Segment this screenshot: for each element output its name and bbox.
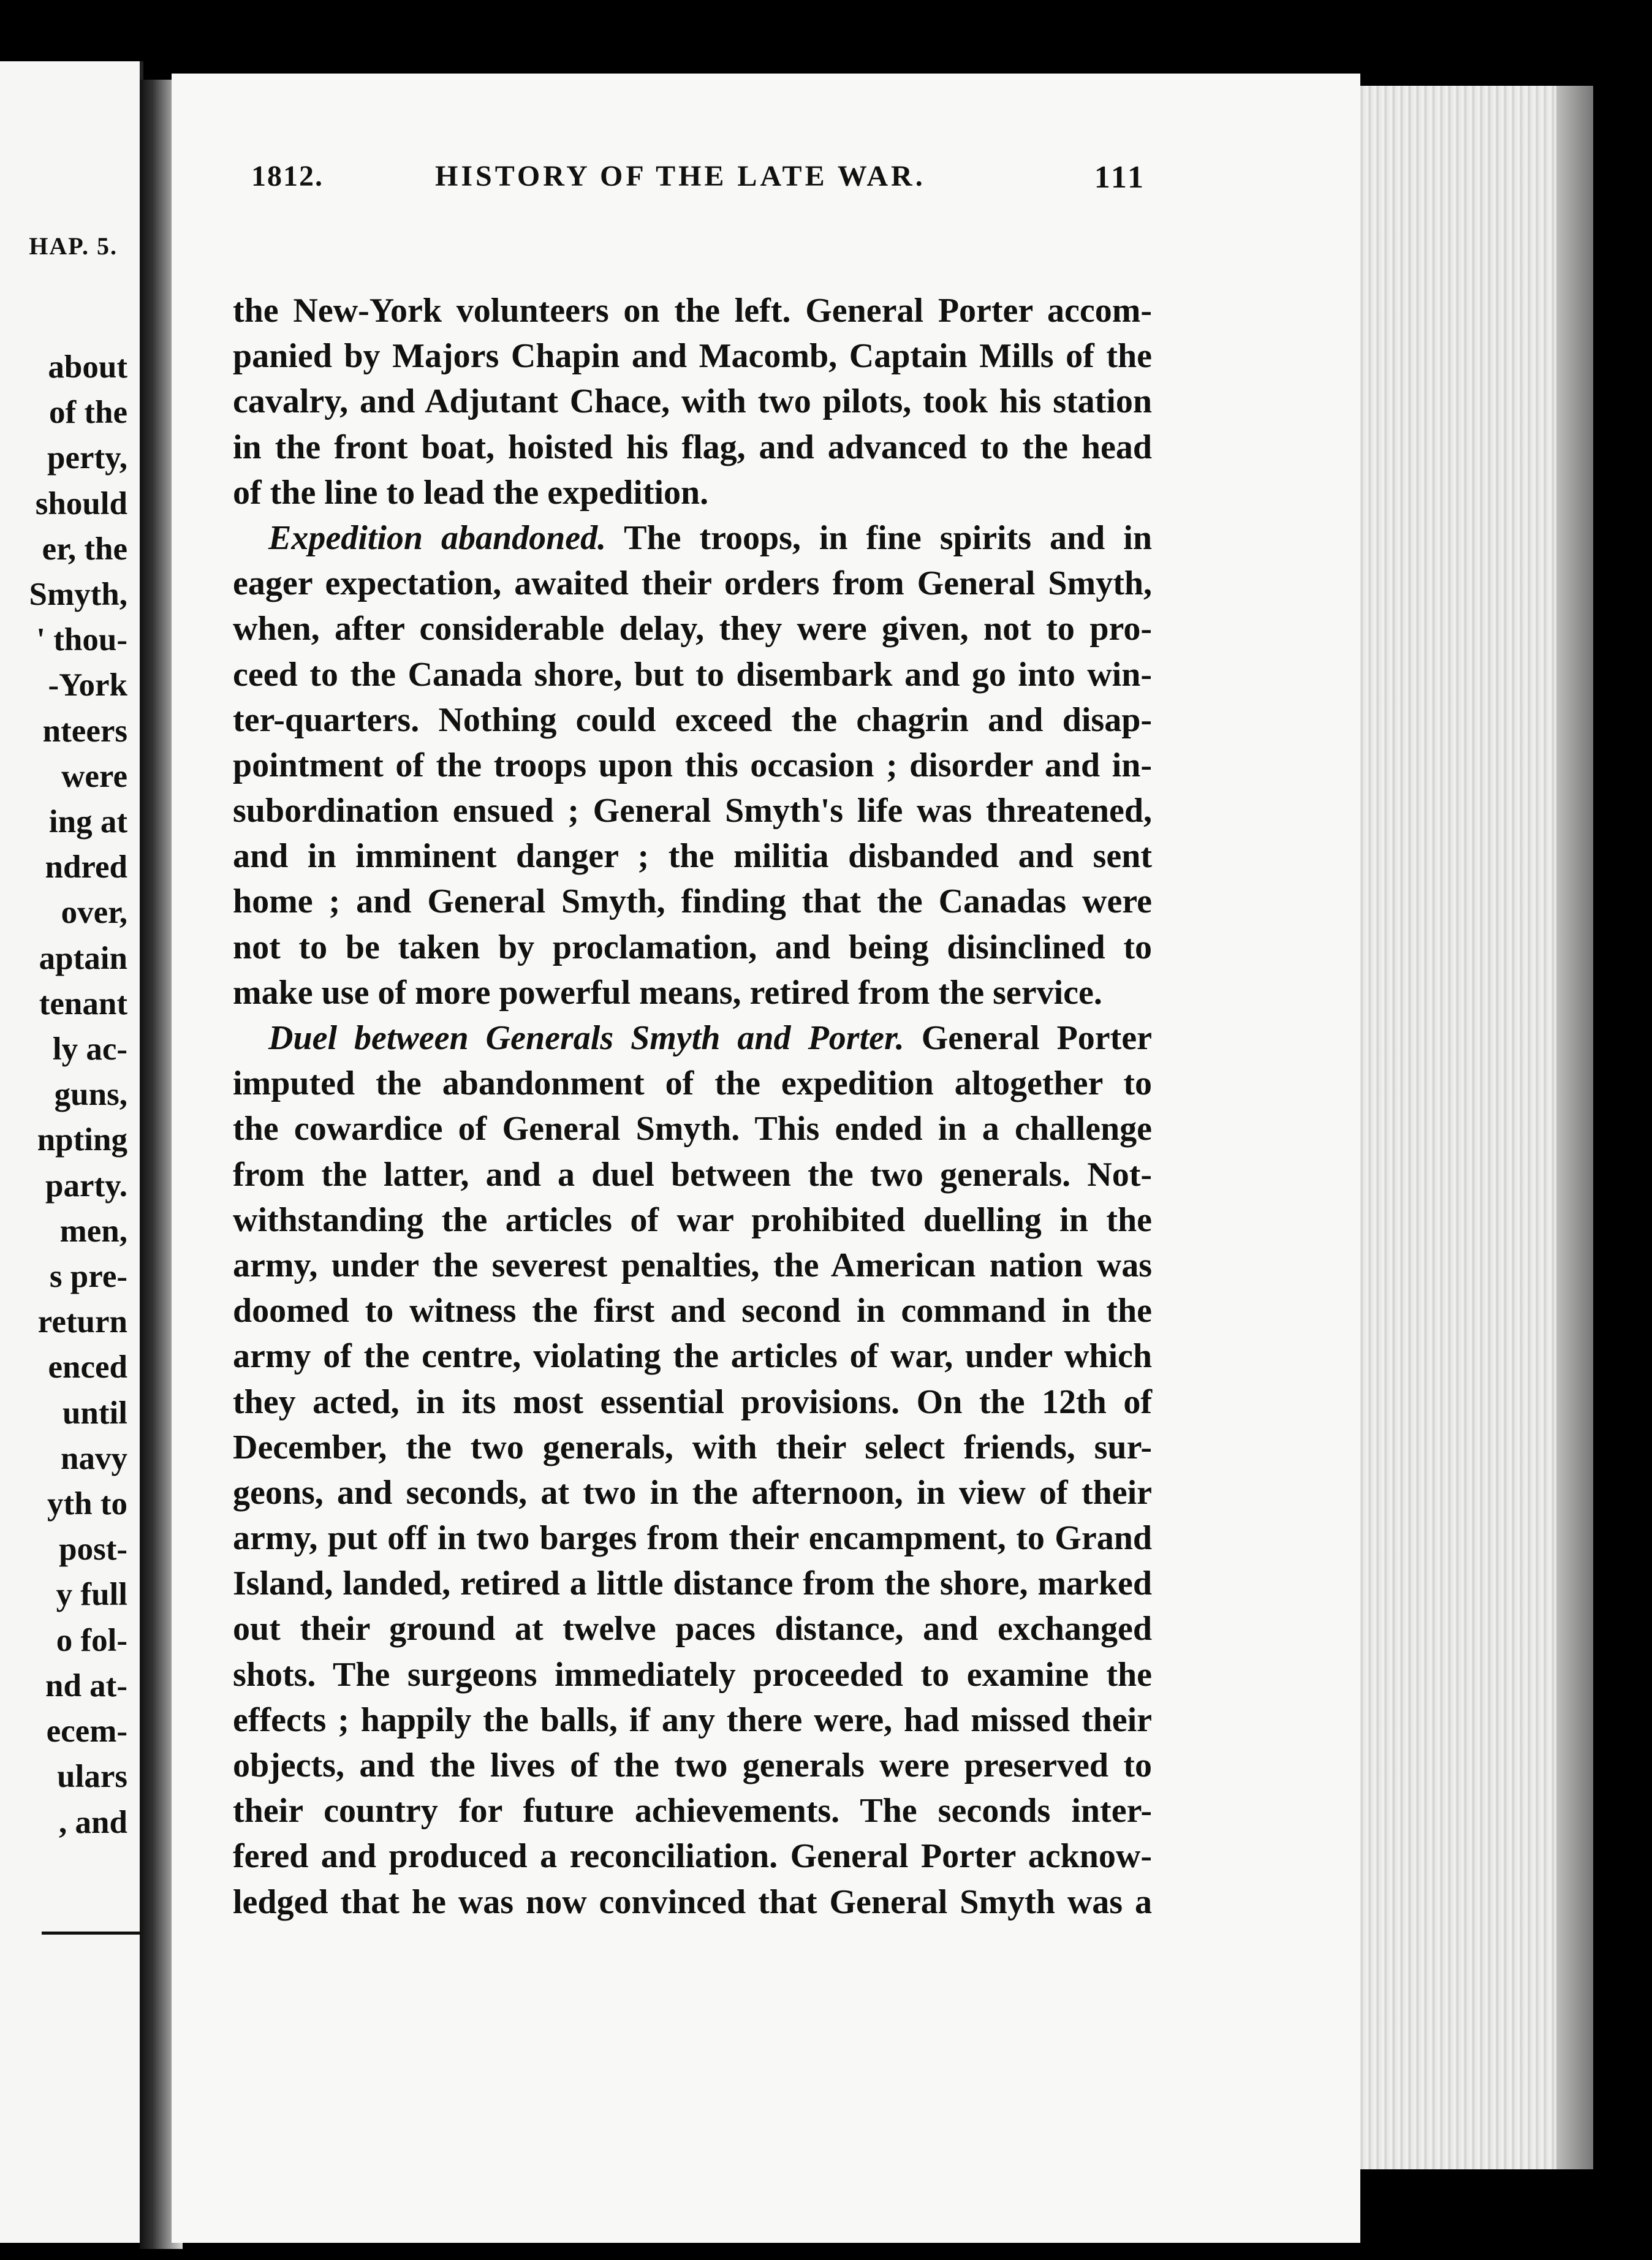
paragraph-first-line	[233, 1015, 1152, 1061]
previous-page-line: Smyth,	[29, 577, 127, 613]
text-line: their country for future achievements. The seconds inter-	[233, 1792, 1152, 1830]
previous-page-line: men,	[59, 1213, 127, 1249]
text-line: the cowardice of General Smyth. This ended in a challenge	[233, 1110, 1152, 1148]
text-line: home ; and General Smyth, finding that the Canadas were	[233, 882, 1152, 921]
text-line: effects ; happily the balls, if any there were, had missed their	[233, 1701, 1152, 1739]
previous-page-line: aptain	[39, 940, 127, 976]
side-heading: Duel between Generals Smyth and Porter.	[268, 1019, 904, 1057]
paragraph-first-line-text: General Porter	[921, 1019, 1153, 1057]
previous-page-line: until	[62, 1395, 127, 1431]
previous-page-line: tenant	[39, 985, 127, 1022]
previous-page-line: ing at	[48, 804, 127, 840]
previous-page-line: ulars	[57, 1759, 127, 1795]
text-line: Island, landed, retired a little distance from the shore, marked	[233, 1564, 1152, 1603]
page-number: 111	[1094, 160, 1146, 195]
paragraph-first-line	[233, 515, 1152, 561]
previous-page-line: npting	[37, 1122, 127, 1158]
text-line: shots. The surgeons immediately proceeded to examine the	[233, 1655, 1152, 1694]
text-line: objects, and the lives of the two generals were preserved to	[233, 1746, 1152, 1784]
previous-page-line: -York	[48, 667, 127, 703]
previous-page-line: y full	[56, 1577, 127, 1613]
text-line: ledged that he was now convinced that General Smyth was a	[233, 1883, 1152, 1921]
text-line: doomed to witness the first and second in command in the	[233, 1292, 1152, 1330]
text-line: geons, and seconds, at two in the afternoon, in view of their	[233, 1473, 1152, 1512]
previous-page-line: yth to	[47, 1486, 127, 1522]
previous-page-line: , and	[59, 1804, 127, 1840]
text-line: cavalry, and Adjutant Chace, with two pilots, took his station	[233, 382, 1152, 421]
text-line: army, under the severest penalties, the American nation was	[233, 1246, 1152, 1284]
text-line: army, put off in two barges from their encampment, to Grand	[233, 1519, 1152, 1558]
previous-page-line: navy	[61, 1440, 127, 1476]
text-line: when, after considerable delay, they were given, not to pro-	[233, 610, 1152, 648]
running-head-title: HISTORY OF THE LATE WAR.	[435, 160, 926, 192]
previous-page-line: ly ac-	[52, 1031, 127, 1067]
previous-page-rule	[42, 1932, 140, 1935]
previous-page-line: ndred	[45, 849, 127, 885]
previous-page-text	[0, 344, 127, 1845]
paragraph-first-line-text: The troops, in fine spirits and in	[624, 518, 1152, 557]
previous-page-line: were	[61, 758, 127, 794]
text-line: subordination ensued ; General Smyth's life was threatened,	[233, 792, 1152, 830]
previous-page-line: guns,	[54, 1077, 127, 1113]
previous-page-line: about	[48, 349, 127, 385]
text-line: make use of more powerful means, retired from the service.	[233, 973, 1102, 1012]
text-line: the New-York volunteers on the left. General Porter accom-	[233, 292, 1152, 330]
previous-page-line: of the	[48, 395, 127, 431]
text-line: from the latter, and a duel between the two generals. Not-	[233, 1155, 1152, 1194]
text-line: pointment of the troops upon this occasion ; disorder and in-	[233, 746, 1152, 784]
text-line: not to be taken by proclamation, and being disinclined to	[233, 928, 1152, 966]
page-block-edges	[1348, 86, 1593, 2169]
text-line: they acted, in its most essential provisions. On the 12th of	[233, 1382, 1152, 1421]
text-line: ceed to the Canada shore, but to disembark and go into win-	[233, 655, 1152, 694]
previous-page-line: enced	[48, 1349, 127, 1386]
text-line: army of the centre, violating the articles of war, under which	[233, 1337, 1152, 1376]
running-head	[251, 153, 1146, 202]
side-heading: Expedition abandoned.	[268, 518, 607, 557]
previous-page-line: o fol-	[56, 1622, 127, 1658]
previous-page-line: ecem-	[46, 1713, 127, 1750]
text-line: eager expectation, awaited their orders from General Smyth,	[233, 564, 1152, 603]
previous-page-header: HAP. 5.	[29, 232, 118, 260]
running-head-year: 1812.	[251, 160, 324, 192]
previous-page-edge	[0, 61, 143, 2243]
text-line: out their ground at twelve paces distance, and exchanged	[233, 1610, 1152, 1648]
text-line: in the front boat, hoisted his flag, and advanced to the head	[233, 428, 1152, 466]
previous-page-line: perty,	[47, 440, 127, 476]
previous-page-line: ' thou-	[36, 622, 127, 658]
text-line: ter-quarters. Nothing could exceed the chagrin and disap-	[233, 700, 1152, 739]
previous-page-line: nd at-	[45, 1667, 127, 1704]
previous-page-line: er, the	[42, 531, 127, 567]
text-line: panied by Majors Chapin and Macomb, Captain Mills of the	[233, 337, 1152, 376]
previous-page-line: should	[35, 485, 127, 521]
text-line: imputed the abandonment of the expedition altogether to	[233, 1064, 1152, 1103]
text-line: fered and produced a reconciliation. General Porter acknow-	[233, 1837, 1152, 1876]
text-line: December, the two generals, with their select friends, sur-	[233, 1428, 1152, 1466]
previous-page-line: post-	[59, 1531, 127, 1568]
text-line: and in imminent danger ; the militia disbanded and sent	[233, 837, 1152, 876]
page-body-text	[233, 288, 1152, 1925]
text-line: withstanding the articles of war prohibited duelling in the	[233, 1200, 1152, 1239]
text-line: of the line to lead the expedition.	[233, 473, 709, 512]
previous-page-line: over,	[61, 895, 127, 931]
previous-page-line: s pre-	[49, 1259, 127, 1295]
previous-page-line: return	[37, 1304, 127, 1340]
previous-page-line: nteers	[42, 713, 127, 749]
previous-page-line: party.	[45, 1167, 127, 1204]
